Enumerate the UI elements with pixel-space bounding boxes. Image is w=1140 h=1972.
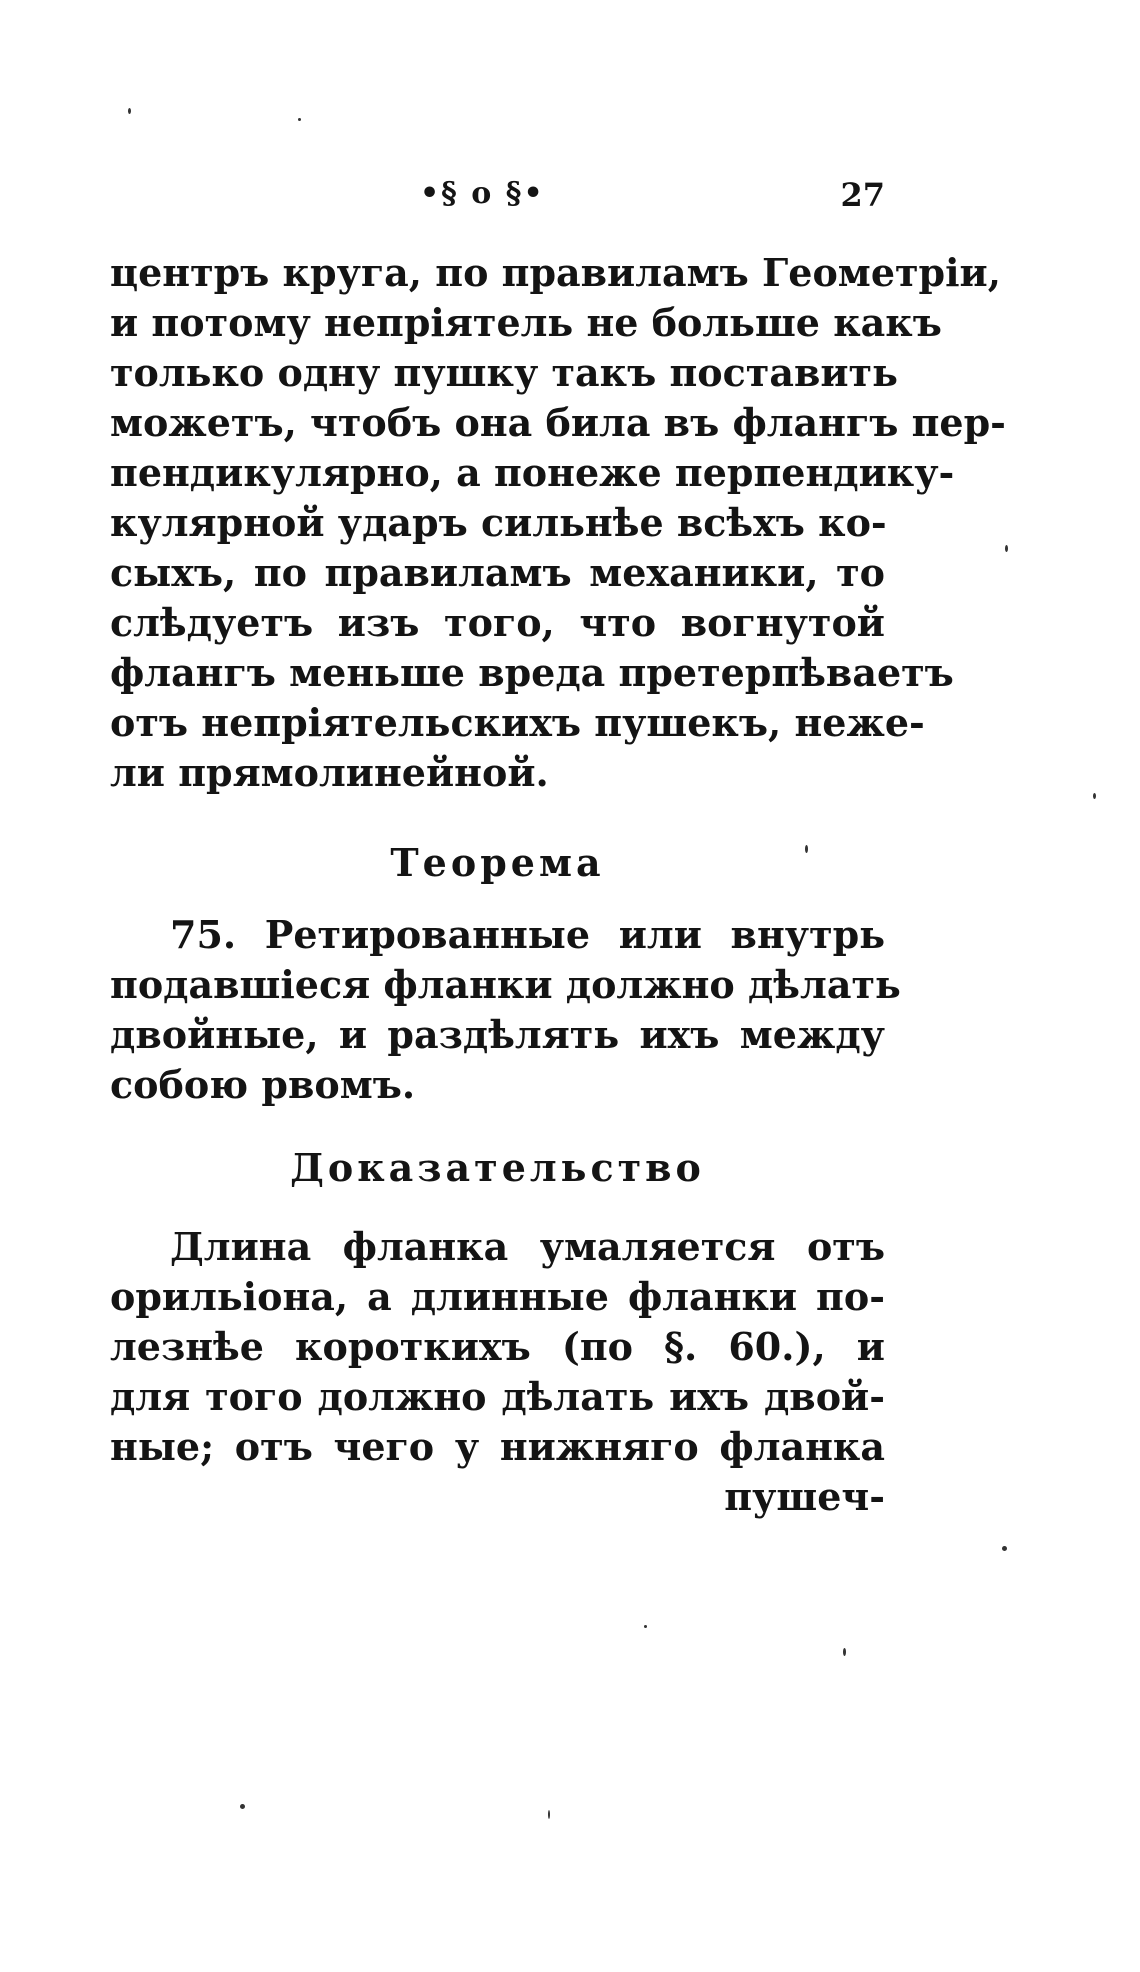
text-line: можетъ, чтобъ она била въ флангъ пер- (110, 400, 1006, 445)
text-line: Длина фланка умаляется отъ (170, 1224, 885, 1269)
text-line: кулярной ударъ сильнѣе всѣхъ ко- (110, 500, 887, 545)
text-line: ные; отъ чего у нижняго фланка (110, 1424, 885, 1469)
text-line: орильiона, а длинные фланки по- (110, 1274, 885, 1319)
text-line: лезнѣе короткихъ (по §. 60.), и (110, 1324, 885, 1369)
text-line: пендикулярно, а понеже перпендику- (110, 450, 955, 495)
scan-speck (240, 1804, 245, 1809)
scan-speck (644, 1625, 647, 1628)
scan-speck (548, 1810, 550, 1819)
text-line: сыхъ, по правиламъ механики, то (110, 550, 885, 595)
text-line: двойные, и раздѣлять ихъ между (110, 1012, 885, 1057)
text-line: только одну пушку такъ поставить (110, 350, 898, 395)
text-line: собою рвомъ. (110, 1062, 416, 1107)
paragraph-continuation (110, 248, 1006, 798)
text-line: подавшiеся фланки должно дѣлать (110, 962, 901, 1007)
text-line: слѣдуетъ изъ того, что вогнутой (110, 600, 885, 645)
scan-speck (1093, 793, 1096, 799)
text-line: и потому непрiятель не больше какъ (110, 300, 942, 345)
page-header (110, 168, 885, 228)
page-number: 27 (840, 176, 885, 214)
scan-speck (1005, 545, 1008, 552)
catchword: пушеч- (724, 1474, 885, 1519)
text-line: флангъ меньше вреда претерпѣваетъ (110, 650, 954, 695)
scan-speck (843, 1648, 846, 1656)
header-ornament: •§ o §• (420, 176, 545, 211)
text-line: отъ непрiятельскихъ пушекъ, неже- (110, 700, 925, 745)
theorem-heading: Теорема (390, 840, 605, 885)
scan-speck (298, 118, 301, 121)
text-line: 75. Ретированные или внутрь (170, 912, 885, 957)
proof-paragraph (110, 1222, 885, 1522)
proof-heading: Доказательство (290, 1145, 705, 1190)
text-line: центръ круга, по правиламъ Геометрiи, (110, 250, 1001, 295)
text-line: для того должно дѣлать ихъ двой- (110, 1374, 885, 1419)
scan-speck (805, 845, 808, 853)
text-line: ли прямолинейной. (110, 750, 549, 795)
theorem-paragraph (110, 910, 901, 1110)
scan-speck (1002, 1546, 1007, 1551)
scan-speck (128, 108, 131, 114)
